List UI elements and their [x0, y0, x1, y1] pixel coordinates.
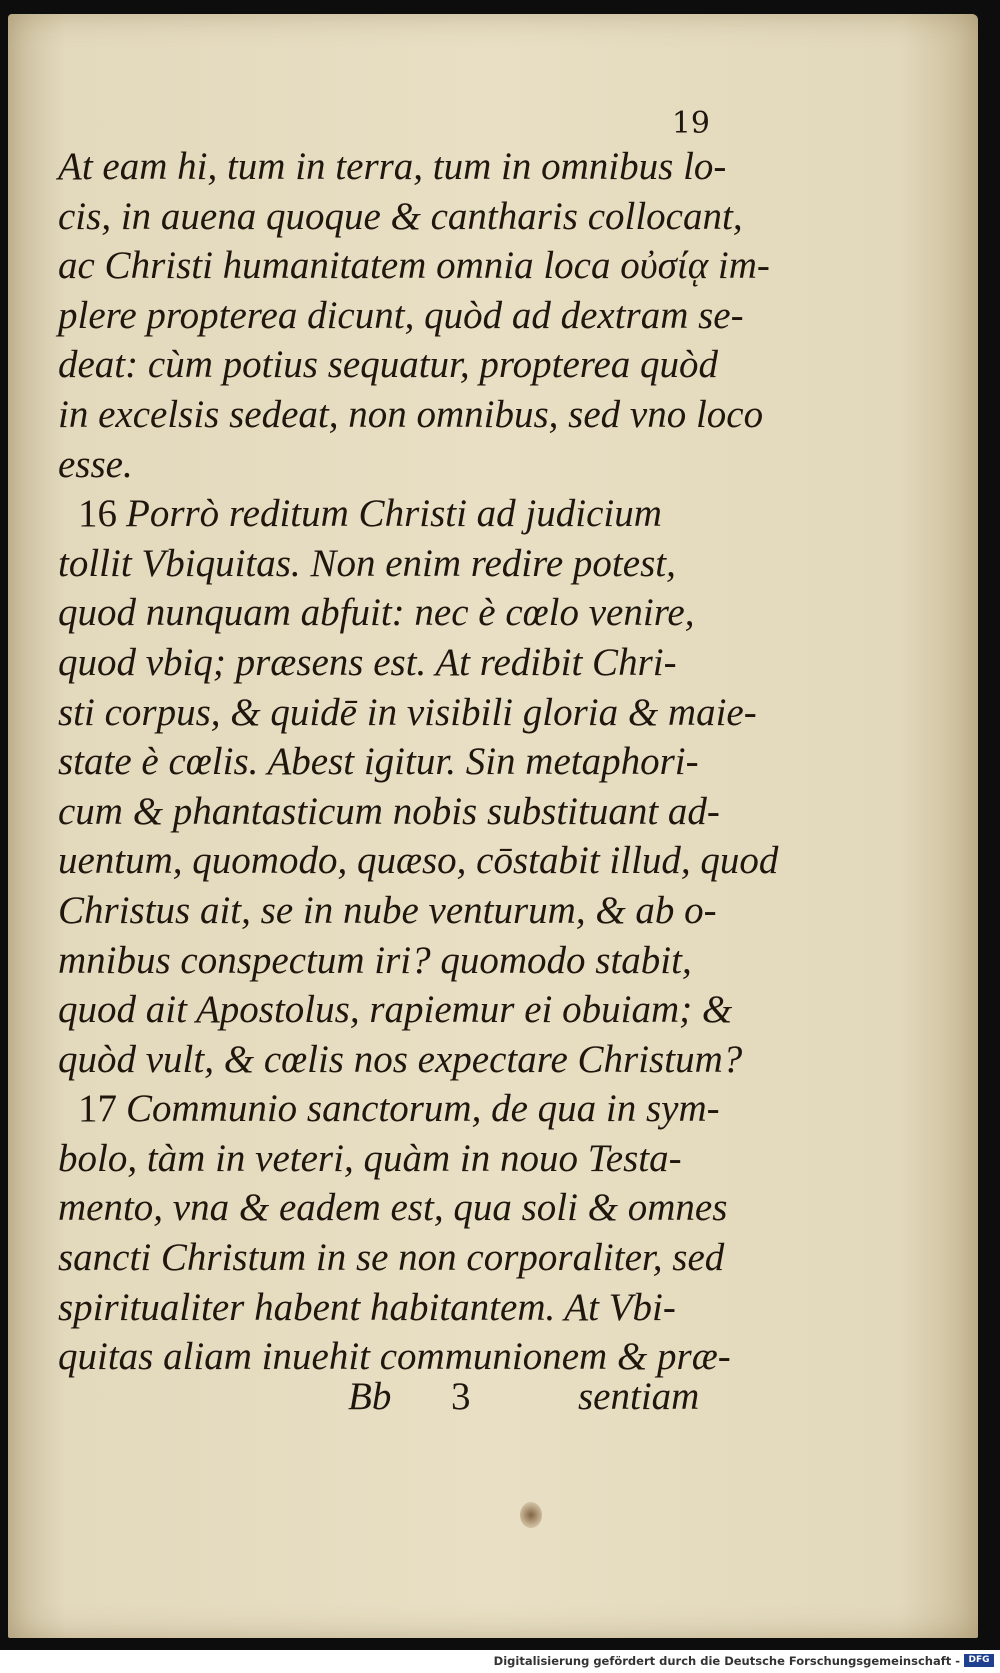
book-page	[8, 14, 978, 1638]
signature-number: 3	[451, 1375, 471, 1418]
paragraph-number: 17	[78, 1087, 117, 1131]
text-line: in excelsis sedeat, non omnibus, sed vno loco	[58, 392, 764, 436]
text-line: quod ait Apostolus, rapiemur ei obuiam; &	[58, 988, 733, 1032]
body-text	[58, 142, 779, 1382]
credit-bar	[0, 1650, 1000, 1673]
text-line: cum & phantasticum nobis substituant ad-	[58, 789, 720, 833]
text-line: cis, in auena quoque & cantharis collocant,	[58, 194, 743, 238]
paragraph-number: 16	[78, 492, 117, 536]
text-line: Porrò reditum Christi ad judicium	[126, 492, 662, 536]
text-line: tollit Vbiquitas. Non enim redire potest,	[58, 541, 676, 585]
text-line: plere propterea dicunt, quòd ad dextram se-	[58, 293, 744, 337]
text-line: quitas aliam inuehit communionem & præ-	[58, 1335, 731, 1379]
text-line: deat: cùm potius sequatur, propterea quòd	[58, 343, 719, 387]
paragraph-start-line	[58, 1084, 738, 1134]
text-line: state è cœlis. Abest igitur. Sin metaphori-	[58, 740, 699, 784]
text-line: uentum, quomodo, quæso, cōstabit illud, quod	[58, 839, 779, 883]
text-line: sti corpus, & quidē in visibili gloria & maie-	[58, 690, 757, 734]
text-line: quod nunquam abfuit: nec è cœlo venire,	[58, 591, 695, 635]
page-number: 19	[671, 106, 710, 141]
text-line: spiritualiter habent habitantem. At Vbi-	[58, 1285, 676, 1329]
text-line: At eam hi, tum in terra, tum in omnibus lo-	[58, 145, 727, 188]
text-line: bolo, tàm in veteri, quàm in nouo Testa-	[58, 1136, 682, 1180]
text-line: quòd vult, & cœlis nos expectare Christum?	[58, 1037, 743, 1081]
page-footer	[8, 1374, 978, 1424]
paper-stain	[520, 1502, 542, 1528]
credit-text: Digitalisierung gefördert durch die Deutsche Forschungsgemeinschaft -	[493, 1654, 960, 1668]
text-line: Communio sanctorum, de qua in sym-	[126, 1087, 720, 1131]
text-line: mnibus conspectum iri? quomodo stabit,	[58, 938, 692, 982]
paragraph-start-line	[58, 489, 738, 539]
text-line: mento, vna & eadem est, qua soli & omnes	[58, 1186, 728, 1230]
signature-mark: Bb	[348, 1375, 392, 1418]
text-line: quod vbiq; præsens est. At redibit Chri-	[58, 640, 677, 684]
catchword: sentiam	[578, 1375, 700, 1418]
text-line: sancti Christum in se non corporaliter, sed	[58, 1236, 725, 1280]
dfg-logo: DFG	[964, 1654, 994, 1667]
text-line: esse.	[58, 442, 133, 486]
text-line: ac Christi humanitatem omnia loca οὐσίᾳ im-	[58, 244, 770, 288]
text-line: Christus ait, se in nube venturum, & ab o-	[58, 888, 717, 932]
